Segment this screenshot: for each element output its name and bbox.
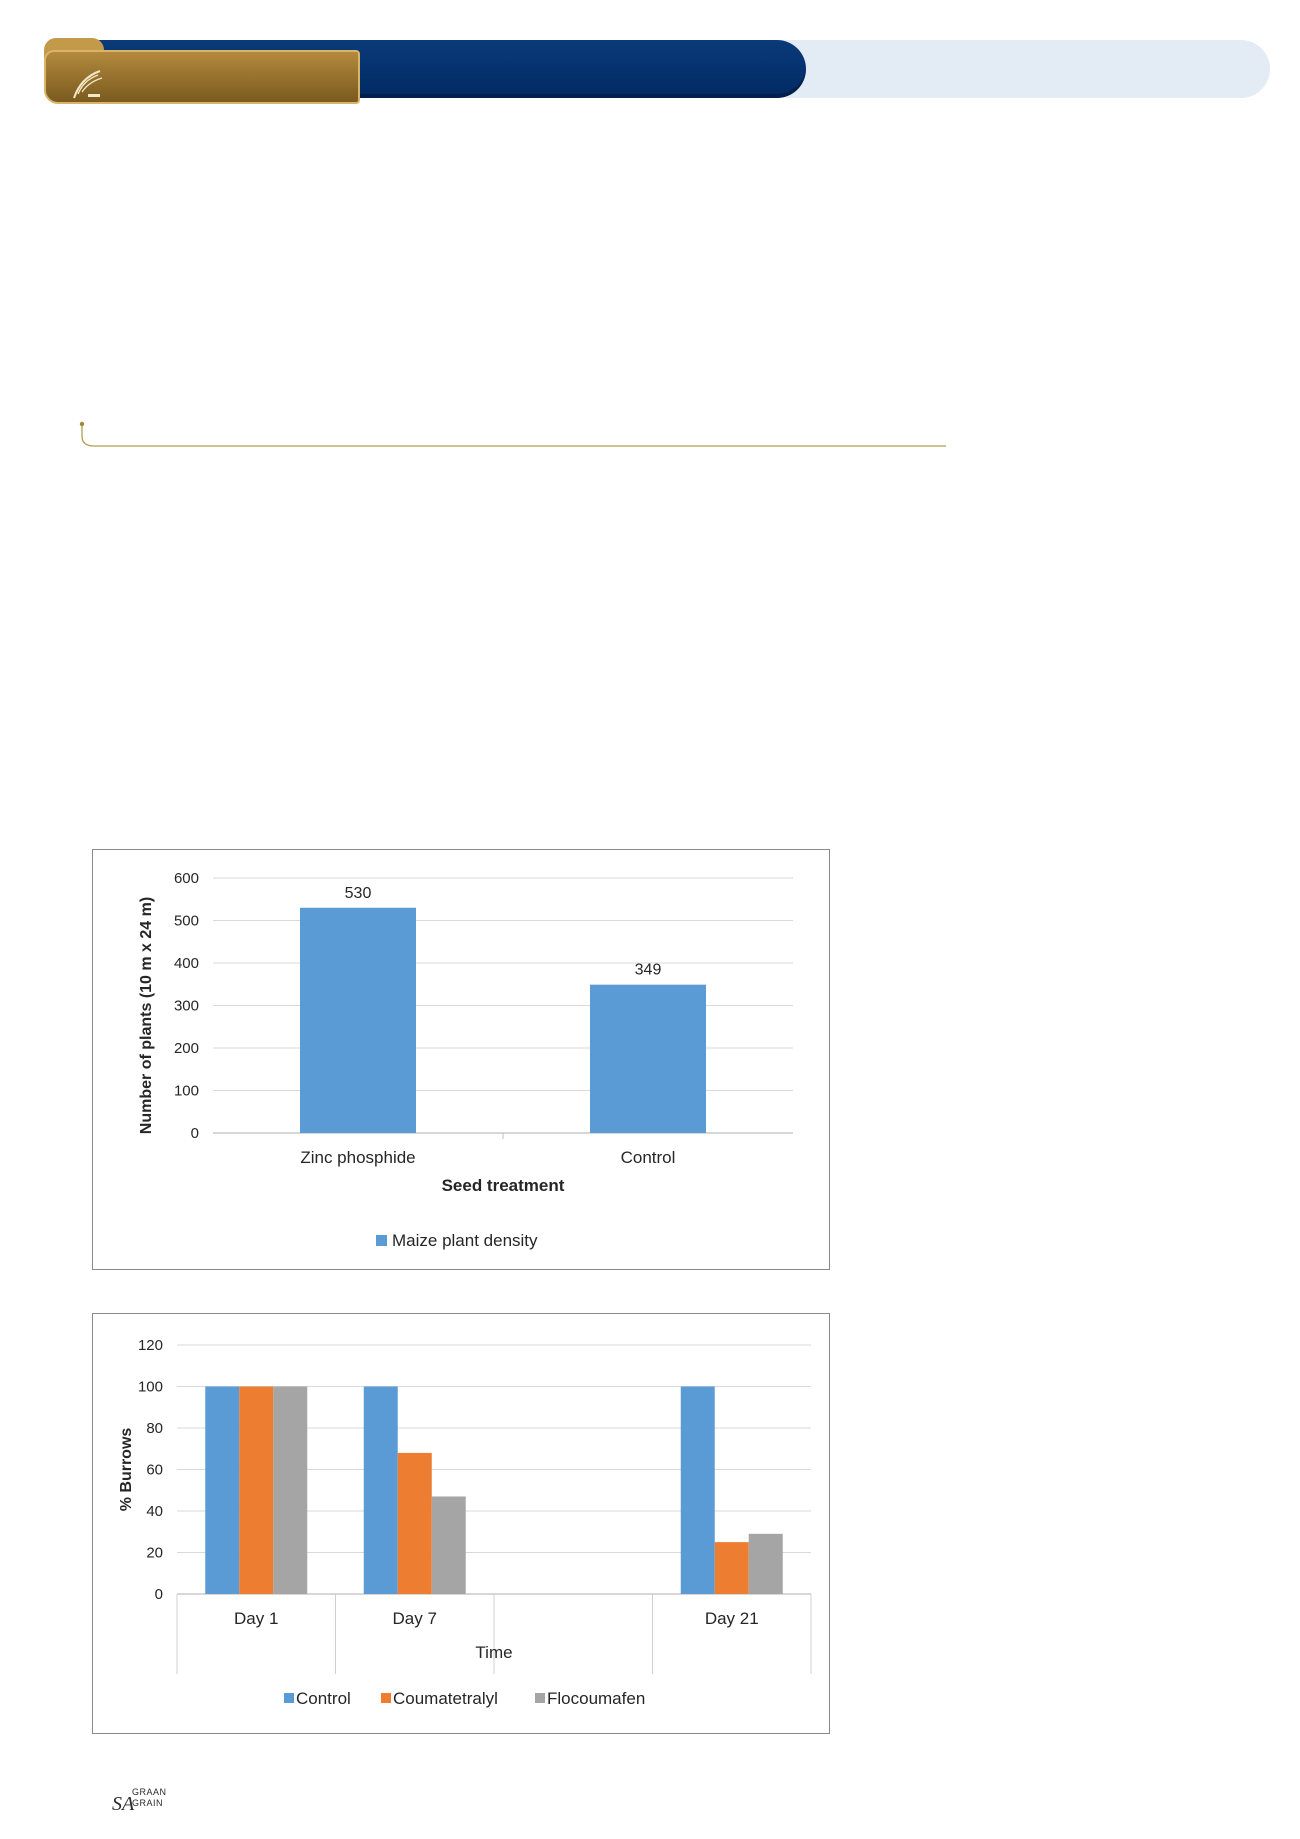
- y-tick-label: 0: [190, 1125, 199, 1142]
- bar: [432, 1496, 466, 1594]
- legend-label: Coumatetralyl: [393, 1689, 498, 1708]
- grain-logo-icon: [68, 68, 108, 102]
- y-tick-label: 120: [137, 1337, 163, 1354]
- x-axis-title: Seed treatment: [441, 1176, 565, 1195]
- y-axis-title: % Burrows: [118, 1427, 135, 1512]
- bar: [364, 1387, 398, 1595]
- legend-swatch: [376, 1235, 387, 1246]
- y-tick-label: 100: [137, 1378, 163, 1396]
- burrows-chart-svg: [93, 1314, 831, 1735]
- bar: [715, 1542, 749, 1594]
- bar: [205, 1387, 239, 1595]
- x-tick-label: Day 21: [704, 1609, 759, 1628]
- y-tick-label: 600: [173, 870, 199, 887]
- y-tick-label: 60: [146, 1461, 163, 1479]
- legend-swatch: [535, 1693, 545, 1703]
- banner-gold-band: [44, 50, 360, 104]
- footer-logo: [112, 1785, 182, 1815]
- y-tick-label: 20: [146, 1544, 163, 1562]
- bar: [239, 1387, 273, 1595]
- x-tick-label: Day 1: [234, 1609, 279, 1628]
- legend-label: Control: [296, 1689, 351, 1708]
- y-tick-label: 40: [146, 1503, 163, 1520]
- x-tick-label: Control: [620, 1148, 676, 1167]
- footer-logo-sa: SA: [112, 1793, 135, 1815]
- y-tick-label: 300: [173, 997, 199, 1015]
- maize-density-chart-svg: [93, 850, 831, 1271]
- burrows-chart: [92, 1313, 830, 1734]
- legend-label: Flocoumafen: [547, 1689, 646, 1708]
- x-axis-title: Time: [475, 1643, 513, 1662]
- y-tick-label: 400: [173, 955, 199, 972]
- section-divider-rule: [78, 420, 946, 448]
- footer-logo-grain: GRAIN: [132, 1798, 164, 1808]
- bar: [300, 908, 416, 1133]
- header-banner: [44, 38, 1270, 100]
- y-tick-label: 80: [146, 1420, 163, 1437]
- maize-density-chart: [92, 849, 830, 1270]
- y-tick-label: 100: [173, 1082, 199, 1100]
- data-label: 349: [634, 961, 662, 979]
- x-tick-label: Day 7: [392, 1609, 437, 1628]
- x-tick-label: Zinc phosphide: [300, 1148, 416, 1167]
- data-label: 530: [344, 884, 372, 902]
- bar: [273, 1387, 307, 1595]
- y-axis-title: Number of plants (10 m x 24 m): [138, 896, 155, 1135]
- legend-swatch: [381, 1693, 391, 1703]
- legend-swatch: [284, 1693, 294, 1703]
- legend-label: Maize plant density: [392, 1231, 538, 1250]
- bar: [398, 1453, 432, 1594]
- banner-light-band: [744, 40, 1270, 98]
- y-tick-label: 200: [173, 1040, 199, 1057]
- y-tick-label: 500: [173, 912, 199, 930]
- bar: [681, 1387, 715, 1595]
- footer-logo-graan: GRAAN: [132, 1787, 167, 1797]
- bar: [590, 985, 706, 1133]
- y-tick-label: 0: [154, 1586, 163, 1603]
- bar: [749, 1534, 783, 1594]
